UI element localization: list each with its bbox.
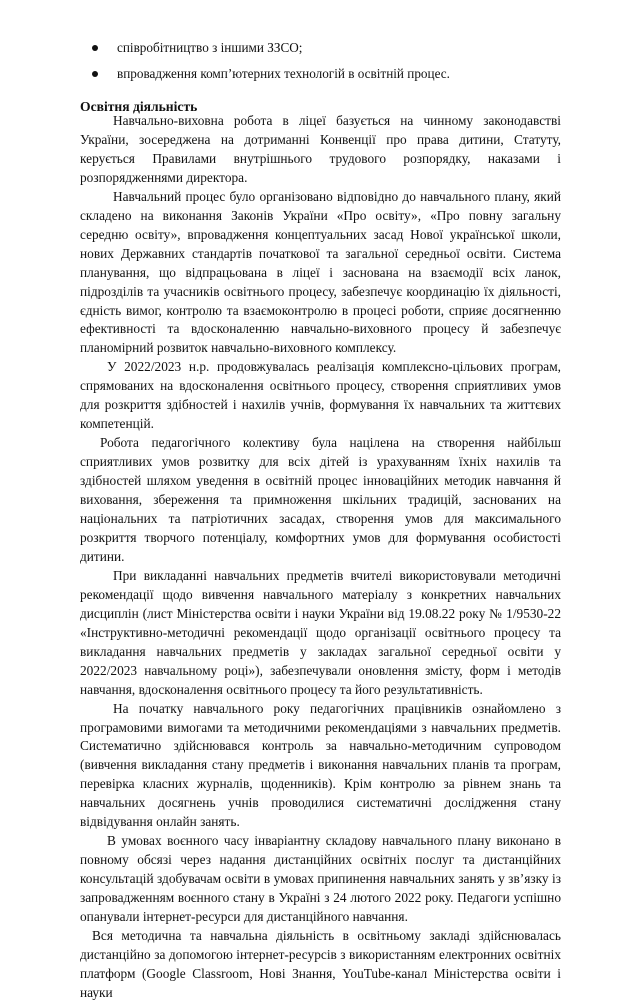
paragraph-teaching: При викладанні навчальних предметів вчителі використовували методичні рекомендації щодо вивчення навчального матеріалу з конкретних навчальних дисциплін (лист Міністерства освіти і науки України від 19.08.22 року № 1/9530-22 «Інструктивно-методичні рекомендації щодо організації освітнього процесу та викладання навчальних предметів у закладах загальної середньої освіти у 2022/2023 навчальному році»), забезпечували оновлення змісту, форм і методів навчання, вдосконалення освітнього процесу та його результативність.	[80, 567, 561, 697]
bullet-item	[80, 37, 570, 59]
bullet-list	[80, 37, 570, 89]
bullet-icon	[92, 45, 98, 51]
bullet-text: впровадження комп’ютерних технологій в освітній процес.	[117, 66, 450, 81]
paragraph-staff-work: Робота педагогічного колективу була націлена на створення найбільш сприятливих умов розвитку для всіх дітей із урахуванням їхніх нахилів та здібностей шляхом уведення в освітній процес інноваційних методик навчання й виховання, збереження та примноження шкільних традицій, заснованих на національних та патріотичних засадах, створення умов для максимального розкриття творчого потенціалу, комфортних умов для формування особистості дитини.	[80, 435, 561, 564]
paragraph-distance: Вся методична та навчальна діяльність в освітньому закладі здійснювалась дистанційно за допомогою інтернет-ресурсів з використанням електронних освітніх платформ (Google Classroom, Нові Знання, YouTube-канал Міністерства освіти і науки	[80, 927, 561, 1000]
paragraph-wartime: В умовах воєнного часу інваріантну складову навчального плану виконано в повному обсязі через надання дистанційних освітніх послуг та дистанційних консультацій здобувачам освіти в умовах припинення навчальних занять у зв’язку із запровадженням воєнного стану в Україні з 24 лютого 2022 року. Педагоги успішно опанували інтернет-ресурси для дистанційного навчання.	[80, 833, 561, 925]
body-text	[80, 112, 561, 1003]
paragraph-legislation: Навчально-виховна робота в ліцеї базується на чинному законодавстві України, зосереджена на дотриманні Конвенції про права дитини, Статуту, керується Правилами внутрішнього трудового розпорядку, наказами і розпорядженнями директора.	[80, 113, 561, 185]
bullet-item	[80, 63, 570, 85]
paragraph-programs: У 2022/2023 н.р. продовжувалась реалізація комплексно-цільових програм, спрямованих на вдосконалення освітнього процесу, створення сприятливих умов для розкриття здібностей і нахилів учнів, формування їх навчальних та життєвих компетенцій.	[80, 359, 561, 432]
paragraph-control: На початку навчального року педагогічних працівників ознайомлено з програмовими вимогами та методичними рекомендаціями з навчальних предметів. Систематично здійснювався контроль за навчально-методичним супроводом (вивчення викладання стану предметів і виконання навчальних планів та програм, перевірка класних журналів, щоденників). Крім контролю за рівнем знань та навчальних досягнень учнів проводилися систематичні дослідження стану відвідування онлайн занять.	[80, 700, 561, 830]
bullet-text: співробітництво з іншими ЗЗСО;	[117, 40, 303, 55]
section-title: Освітня діяльність	[80, 99, 198, 114]
paragraph-curriculum: Навчальний процес було організовано відповідно до навчального плану, який складено на виконання Законів України «Про освіту», «Про повну загальну середню освіту», впровадження концептуальних засад Нової української школи, нових Державних стандартів початкової та загальної середньої освіти. Система планування, що відпрацьована в ліцеї і заснована на взаємодії всіх ланок, підрозділів та учасників освітнього процесу, забезпечує координацію їх діяльності, єдність вимог, контролю та взаємоконтролю в процесі роботи, сприяє досягненню ефективності та вдосконаленню навчально-виховного процесу й забезпечує планомірний розвиток навчально-виховного комплексу.	[80, 188, 561, 356]
bullet-icon	[92, 71, 98, 77]
